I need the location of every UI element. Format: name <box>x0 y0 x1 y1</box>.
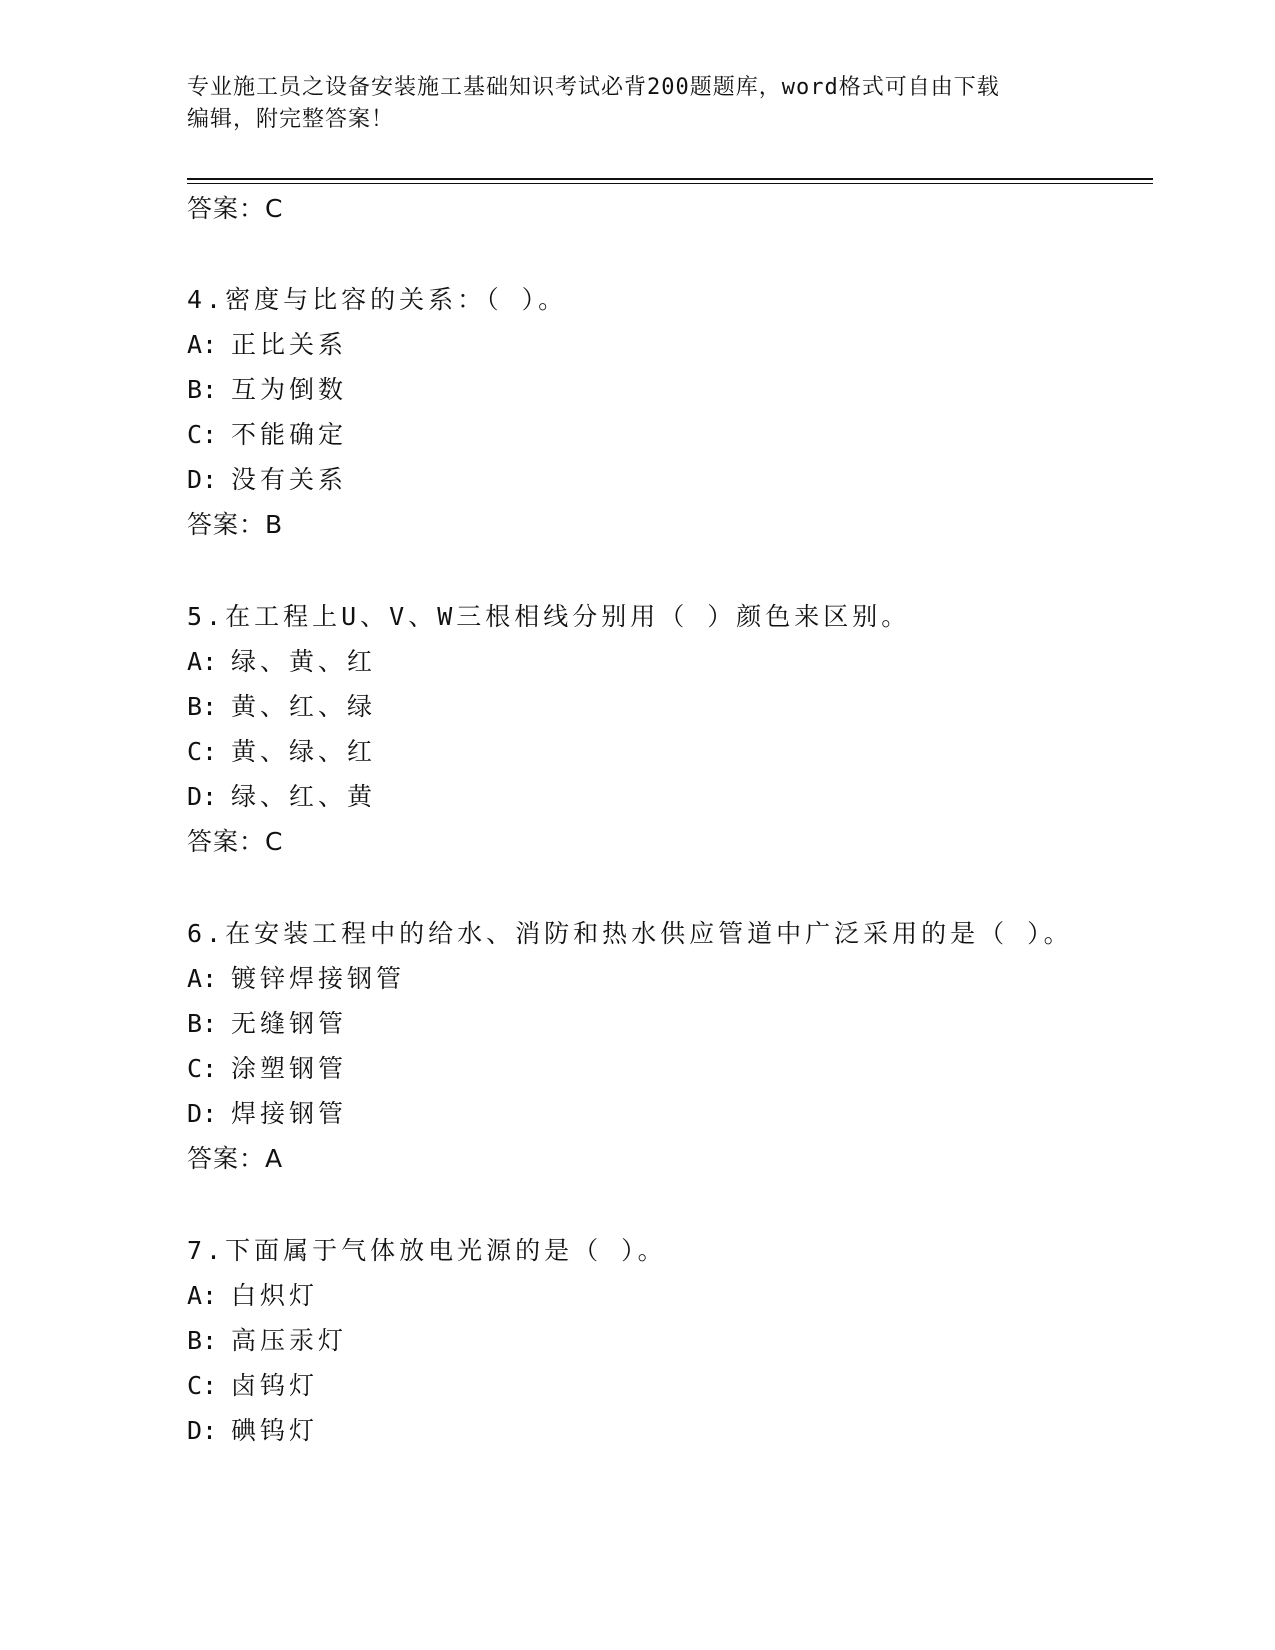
question-5-option-b <box>187 690 376 724</box>
option-text: 碘钨灯 <box>231 1416 319 1445</box>
option-text: 焊接钢管 <box>231 1099 348 1128</box>
option-letter: A: <box>187 964 218 993</box>
option-text: 绿、黄、红 <box>231 647 377 676</box>
question-4-option-c <box>187 418 347 452</box>
question-4-option-b <box>187 373 347 407</box>
option-text: 不能确定 <box>231 420 348 449</box>
option-text: 黄、红、绿 <box>231 692 377 721</box>
option-letter: D: <box>187 1416 218 1445</box>
option-text: 互为倒数 <box>231 375 348 404</box>
option-letter: A: <box>187 647 218 676</box>
question-7-option-b <box>187 1324 347 1358</box>
question-4-stem: 4.密度与比容的关系：（ ）。 <box>187 285 568 314</box>
question-5-option-d <box>187 780 376 814</box>
option-letter: C: <box>187 737 218 766</box>
question-4-option-a <box>187 328 347 362</box>
option-text: 没有关系 <box>231 465 348 494</box>
question-6-option-c <box>187 1052 347 1086</box>
option-letter: D: <box>187 465 218 494</box>
header-title-line-2: 编辑，附完整答案！ <box>187 107 395 132</box>
option-text: 涂塑钢管 <box>231 1054 348 1083</box>
question-7-option-a <box>187 1279 318 1313</box>
option-text: 绿、红、黄 <box>231 782 377 811</box>
option-text: 镀锌焊接钢管 <box>231 964 406 993</box>
option-letter: D: <box>187 1099 218 1128</box>
question-6-answer: 答案：A <box>187 1144 284 1173</box>
header-title-line-1: 专业施工员之设备安装施工基础知识考试必背200题题库，word格式可自由下载 <box>187 75 1000 100</box>
option-text: 正比关系 <box>231 330 348 359</box>
question-7-stem: 7.下面属于气体放电光源的是（ ）。 <box>187 1236 667 1265</box>
option-text: 白炽灯 <box>231 1281 319 1310</box>
option-text: 卤钨灯 <box>231 1371 319 1400</box>
question-6-stem: 6.在安装工程中的给水、消防和热水供应管道中广泛采用的是（ ）。 <box>187 919 1073 948</box>
question-6-option-b <box>187 1007 347 1041</box>
option-letter: A: <box>187 1281 218 1310</box>
question-5-option-a <box>187 645 376 679</box>
option-text: 无缝钢管 <box>231 1009 348 1038</box>
option-text: 黄、绿、红 <box>231 737 377 766</box>
option-letter: D: <box>187 782 218 811</box>
document-header <box>187 72 1087 136</box>
question-6-option-d <box>187 1097 347 1131</box>
option-text: 高压汞灯 <box>231 1326 348 1355</box>
option-letter: C: <box>187 420 218 449</box>
question-4-answer: 答案：B <box>187 510 284 539</box>
option-letter: A: <box>187 330 218 359</box>
question-6-option-a <box>187 962 405 996</box>
option-letter: C: <box>187 1371 218 1400</box>
option-letter: B: <box>187 692 218 721</box>
question-4-option-d <box>187 463 347 497</box>
header-rule-thick <box>187 178 1153 180</box>
question-7-option-d <box>187 1414 318 1448</box>
header-rule-thin <box>187 183 1153 184</box>
option-letter: B: <box>187 375 218 404</box>
question-5-option-c <box>187 735 376 769</box>
option-letter: B: <box>187 1009 218 1038</box>
previous-answer: 答案：C <box>187 194 284 223</box>
question-7-option-c <box>187 1369 318 1403</box>
question-5-answer: 答案：C <box>187 827 284 856</box>
question-5-stem: 5.在工程上U、V、W三根相线分别用（ ）颜色来区别。 <box>187 602 911 631</box>
option-letter: B: <box>187 1326 218 1355</box>
option-letter: C: <box>187 1054 218 1083</box>
